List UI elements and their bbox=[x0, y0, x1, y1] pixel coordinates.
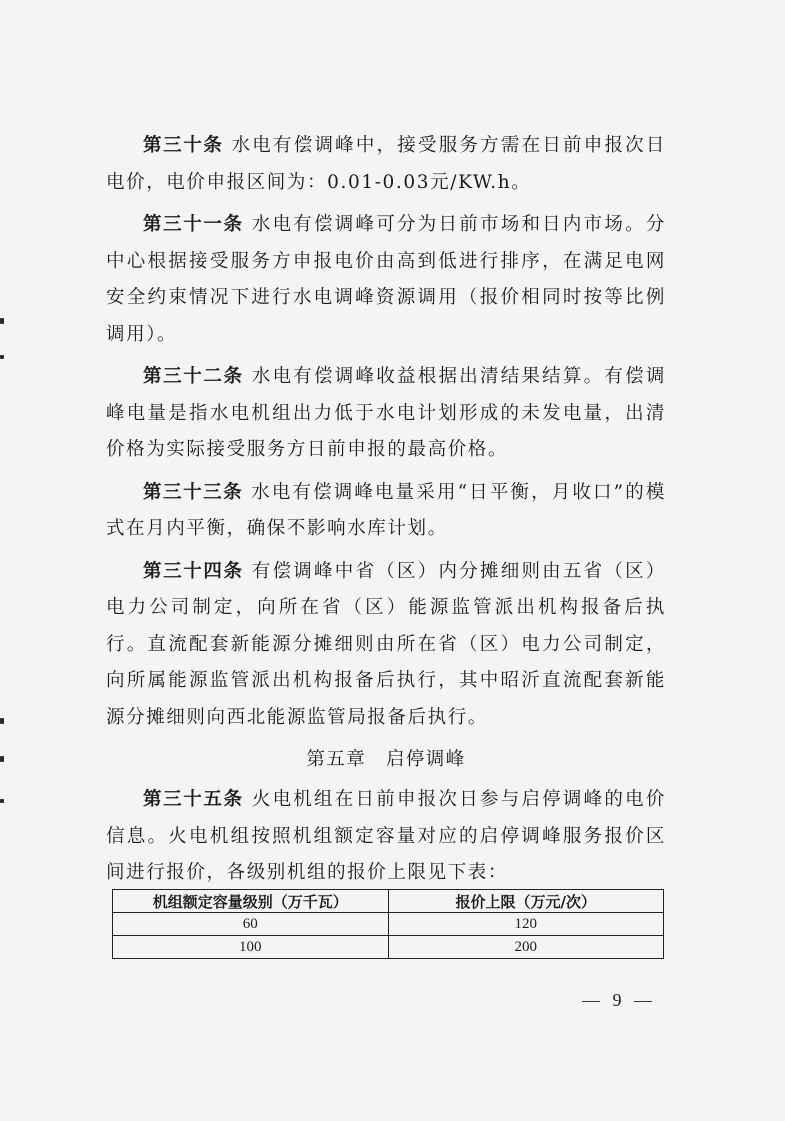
binding-mark bbox=[0, 756, 4, 762]
table-cell: 120 bbox=[388, 913, 664, 936]
chapter-title: 第五章 启停调峰 bbox=[306, 749, 466, 770]
document-body bbox=[106, 128, 666, 898]
article-text: 水电有偿调峰中，接受服务方需在日前申报次日电价，电价申报区间为：0.01-0.03元/KW.h。 bbox=[106, 135, 666, 193]
binding-mark bbox=[0, 799, 4, 803]
article-32 bbox=[106, 359, 666, 469]
binding-mark bbox=[0, 355, 4, 359]
binding-mark bbox=[0, 318, 4, 324]
article-heading: 第三十一条 bbox=[143, 214, 244, 235]
table-cell: 100 bbox=[113, 936, 389, 959]
article-text: 火电机组在日前申报次日参与启停调峰的电价信息。火电机组按照机组额定容量对应的启停调峰服务报价区间进行报价，各级别机组的报价上限见下表： bbox=[106, 789, 666, 883]
article-heading: 第三十三条 bbox=[143, 481, 244, 503]
table-header-row bbox=[113, 890, 664, 913]
article-heading: 第三十二条 bbox=[143, 366, 244, 387]
table-cell: 200 bbox=[388, 936, 664, 959]
bid-limit-table bbox=[112, 889, 664, 959]
table-header-capacity: 机组额定容量级别（万千瓦） bbox=[113, 890, 389, 913]
table-header-price-limit: 报价上限（万元/次） bbox=[388, 890, 664, 913]
article-heading: 第三十五条 bbox=[143, 789, 244, 810]
article-35 bbox=[106, 782, 666, 892]
article-text: 水电有偿调峰收益根据出清结果结算。有偿调峰电量是指水电机组出力低于水电计划形成的未发电量，出清价格为实际接受服务方日前申报的最高价格。 bbox=[106, 366, 666, 460]
article-text: 有偿调峰中省（区）内分摊细则由五省（区）电力公司制定，向所在省（区）能源监管派出机构报备后执行。直流配套新能源分摊细则由所在省（区）电力公司制定，向所属能源监管派出机构报备后执行，其中昭沂直流配套新能源分摊细则向西北能源监管局报备后执行。 bbox=[106, 560, 666, 728]
binding-mark bbox=[0, 718, 4, 724]
article-text: 水电有偿调峰可分为日前市场和日内市场。分中心根据接受服务方申报电价由高到低进行排序，在满足电网安全约束情况下进行水电调峰资源调用（报价相同时按等比例调用）。 bbox=[106, 214, 666, 345]
table-row bbox=[113, 913, 664, 936]
page-number: — 9 — bbox=[582, 990, 656, 1010]
article-34 bbox=[106, 554, 666, 737]
table-cell: 60 bbox=[113, 913, 389, 936]
article-heading: 第三十条 bbox=[143, 135, 224, 156]
article-30 bbox=[106, 128, 666, 201]
article-31 bbox=[106, 207, 666, 353]
table-row bbox=[113, 936, 664, 959]
article-heading: 第三十四条 bbox=[143, 560, 244, 582]
article-text: 水电有偿调峰电量采用“日平衡，月收口”的模式在月内平衡，确保不影响水库计划。 bbox=[106, 481, 666, 539]
article-33 bbox=[106, 475, 666, 548]
